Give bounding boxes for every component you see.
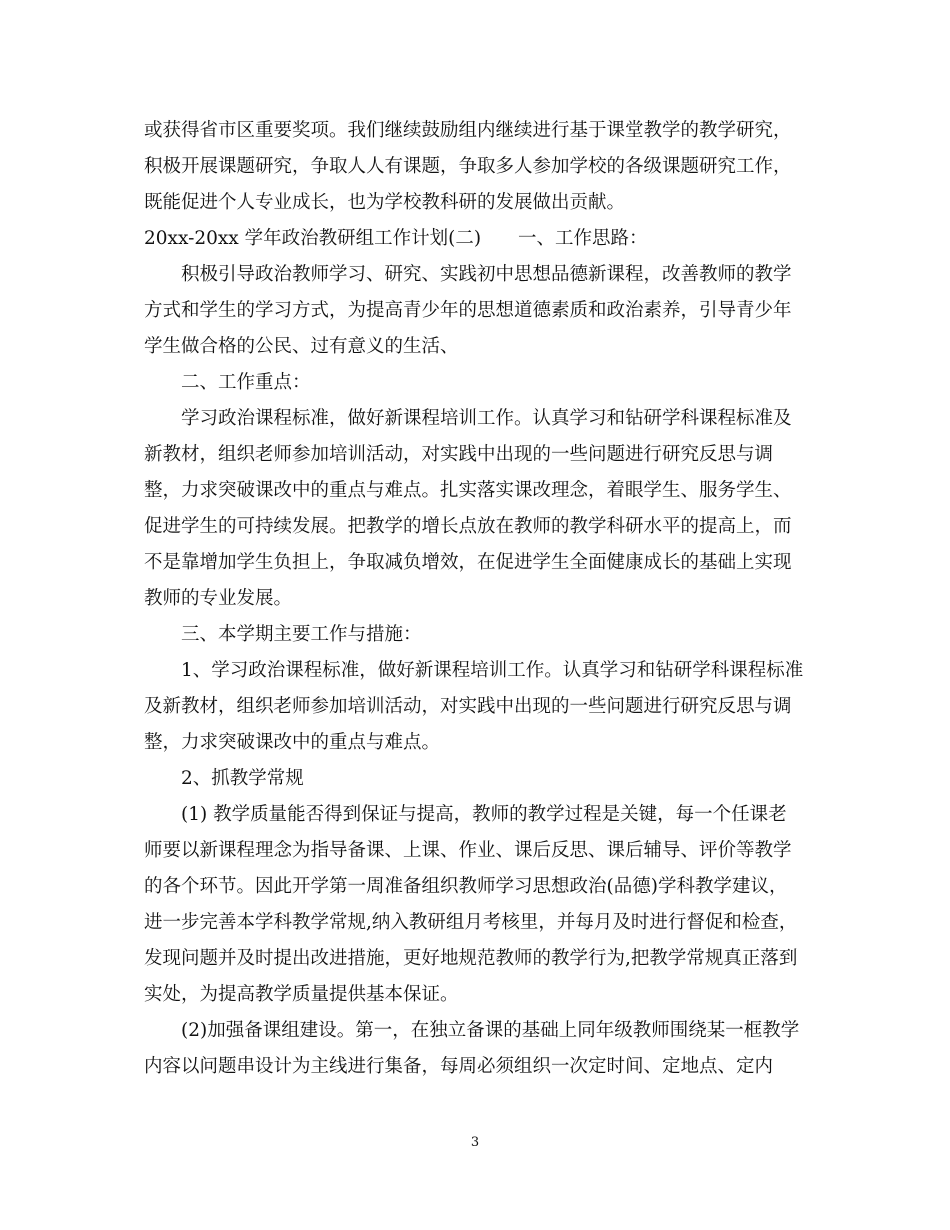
- text-line: 师要以新课程理念为指导备课、上课、作业、课后反思、课后辅导、评价等教学: [144, 840, 792, 861]
- text-line: 积极引导政治教师学习、研究、实践初中思想品德新课程，改善教师的教学: [181, 264, 792, 285]
- text-line: 进一步完善本学科教学常规,纳入教研组月考核里，并每月及时进行督促和检查，: [144, 912, 798, 933]
- section-heading: 三、本学期主要工作与措施：: [181, 624, 422, 645]
- text-line: 积极开展课题研究，争取人人有课题，争取多人参加学校的各级课题研究工作，: [144, 156, 792, 177]
- document-body: [144, 113, 809, 1085]
- text-line: (1) 教学质量能否得到保证与提高，教师的教学过程是关键，每一个任课老: [181, 804, 787, 825]
- section-title-line: 20xx-20xx 学年政治教研组工作计划(二) 一、工作思路：: [144, 228, 648, 249]
- text-line: 整，力求突破课改中的重点与难点。: [144, 732, 441, 753]
- text-line: 1、学习政治课程标准，做好新课程培训工作。认真学习和钻研学科课程标准: [181, 660, 804, 681]
- text-line: 实处，为提高教学质量提供基本保证。: [144, 984, 459, 1005]
- subsection-heading: 2、抓教学常规: [181, 768, 304, 789]
- text-line: 整，力求突破课改中的重点与难点。扎实落实课改理念，着眼学生、服务学生、: [144, 480, 792, 501]
- text-line: 内容以问题串设计为主线进行集备，每周必须组织一次定时间、定地点、定内: [144, 1056, 774, 1077]
- text-line: 促进学生的可持续发展。把教学的增长点放在教师的教学科研水平的提高上，而: [144, 516, 792, 537]
- section-heading: 二、工作重点：: [181, 372, 311, 393]
- text-line: 不是靠增加学生负担上，争取减负增效，在促进学生全面健康成长的基础上实现: [144, 552, 792, 573]
- text-line: 及新教材，组织老师参加培训活动，对实践中出现的一些问题进行研究反思与调: [144, 696, 792, 717]
- text-line: (2)加强备课组建设。第一，在独立备课的基础上同年级教师围绕某一框教学: [181, 1020, 800, 1041]
- text-line: 学习政治课程标准，做好新课程培训工作。认真学习和钻研学科课程标准及: [181, 408, 792, 429]
- text-line: 发现问题并及时提出改进措施，更好地规范教师的教学行为,把教学常规真正落到: [144, 948, 798, 969]
- text-line: 或获得省市区重要奖项。我们继续鼓励组内继续进行基于课堂教学的教学研究，: [144, 120, 792, 141]
- text-line: 教师的专业发展。: [144, 588, 293, 609]
- text-line: 新教材，组织老师参加培训活动，对实践中出现的一些问题进行研究反思与调: [144, 444, 774, 465]
- page-number: 3: [470, 1135, 480, 1150]
- text-line: 学生做合格的公民、过有意义的生活、: [144, 336, 459, 357]
- text-line: 方式和学生的学习方式，为提高青少年的思想道德素质和政治素养，引导青少年: [144, 300, 792, 321]
- text-line: 既能促进个人专业成长，也为学校教科研的发展做出贡献。: [144, 192, 626, 213]
- text-line: 的各个环节。因此开学第一周准备组织教师学习思想政治(品德)学科教学建议，: [144, 876, 788, 897]
